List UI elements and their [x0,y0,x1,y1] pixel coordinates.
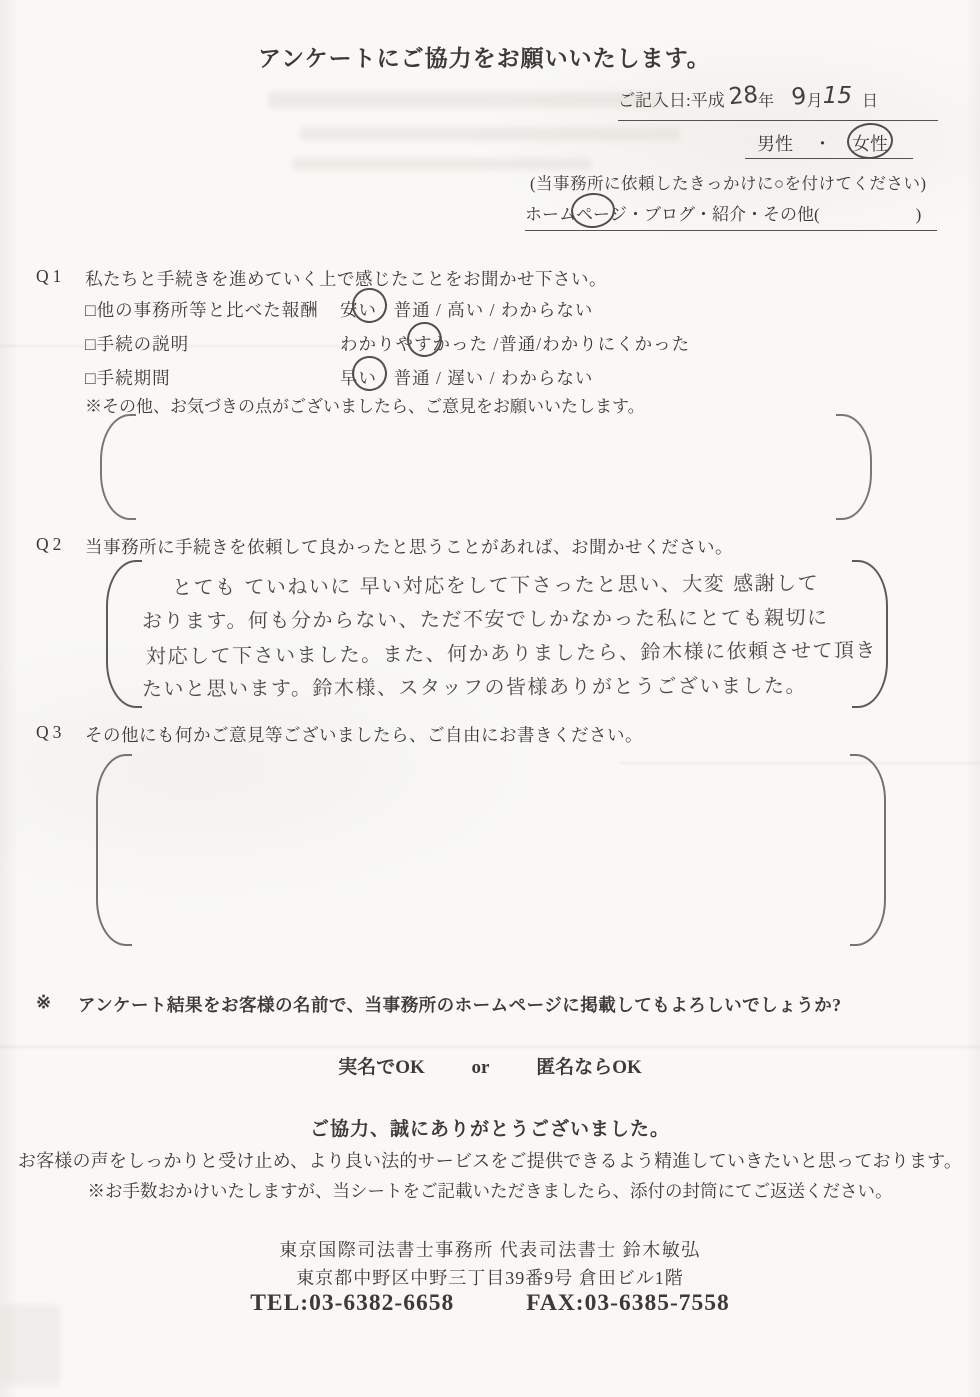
q3-answer-box [96,754,886,946]
q1-item-label: □他の事務所等と比べた報酬 [85,300,319,320]
gender-female-option-circled: 女性 [852,130,888,156]
option-selected-circled: い [359,297,378,322]
gender-male-option: 男性 [757,134,793,154]
q1-item-label: □手続の説明 [85,334,190,354]
referral-part: ホーム [525,205,576,224]
gender-separator: ・ [813,134,832,154]
date-year-unit: 年 [758,93,775,110]
bleed-through-smudge [300,127,680,141]
answer-bracket-right [850,754,886,946]
q3-answer-text [96,754,886,782]
fill-date-line [618,81,938,121]
paper-crease [0,1046,980,1048]
q1-item-options [340,365,593,390]
date-day-value: 15 [822,83,852,109]
q1-item-label: □手続期間 [85,368,171,388]
page-title: アンケートにご協力をお願いいたします。 [258,46,711,71]
q2-answer-line: とても ていねいに 早い対応をして下さったと思い、大変 感謝して [171,570,820,600]
bleed-through-smudge [292,158,592,170]
answer-bracket-left [96,754,132,946]
option-part: / 普通 / 高い / わからない [377,300,594,320]
referral-homepage-circled: ペー [576,200,610,225]
q1-label: Q1 [36,266,66,286]
office-contact-line [0,1290,980,1317]
permission-options-line [0,1052,980,1079]
permission-mark: ※ [36,992,52,1012]
q1-item-options [340,331,690,356]
option-selected-circled: い [359,365,378,390]
option-part: わかりや [340,334,414,354]
option-part: 安 [340,300,359,320]
option-part: かった /普通/わかりにくかった [432,334,691,354]
date-month-value: 9 [790,83,809,111]
date-day-unit: 日 [861,93,878,110]
q2-answer-line: たいと思います。鈴木様、スタッフの皆様ありがとうございました。 [141,673,807,701]
q2-label: Q2 [36,534,66,554]
q1-question: 私たちと手続きを進めていく上で感じたことをお聞かせ下さい。 [85,269,607,289]
referral-close-paren: ) [915,205,922,224]
permission-option-anonymous: 匿名ならOK [536,1057,642,1078]
referral-options-line [525,200,937,231]
closing-message: お客様の声をしっかりと受け止め、より良い法的サービスをご提供できるよう精進していきたいと思っております。 [17,1151,963,1171]
office-name-line: 東京国際司法書士事務所 代表司法書士 鈴木敏弘 [279,1240,701,1260]
q2-answer-line: おります。何も分からない、ただ不安でしかなかった私にとても親切に [141,605,829,633]
date-month-unit: 月 [806,93,823,110]
referral-part: ジ・ブログ・紹介・その他( [610,205,820,224]
q1-answer-text [100,414,872,438]
date-year-value: 28 [727,81,759,111]
q2-answer-line: 対応して下さいました。また、何かありましたら、鈴木様に依頼させて頂き [145,637,878,669]
q1-item-options [340,297,593,322]
q3-question: その他にも何かご意見等ございましたら、ご自由にお書きください。 [85,725,643,745]
q1-answer-box [100,414,872,520]
office-address-line: 東京都中野区中野三丁目39番9号 倉田ビル1階 [296,1268,684,1288]
option-selected-circled: す [414,331,433,356]
option-part: / 普通 / 遅い / わからない [377,368,594,388]
closing-thanks: ご協力、誠にありがとうございました。 [309,1119,670,1140]
q1-note: ※その他、お気づきの点がございましたら、ご意見をお願いいたします。 [85,397,645,416]
answer-bracket-left [106,560,142,708]
permission-or-label: or [471,1057,490,1078]
office-fax: FAX:03-6385-7558 [526,1290,730,1316]
closing-return-note: ※お手数おかけいたしますが、当シートをご記載いただきましたら、添付の封筒にてご返送ください。 [87,1181,893,1201]
q2-answer-box [106,560,888,708]
q3-label: Q3 [36,722,66,742]
option-part: 早 [340,368,359,388]
date-prefix-label: ご記入日:平成 [618,91,725,110]
permission-question: アンケート結果をお客様の名前で、当事務所のホームページに掲載してもよろしいでしょうか? [78,995,842,1015]
bleed-through-smudge [2,1305,60,1385]
bleed-through-smudge [268,92,663,108]
circle-instruction: (当事務所に依頼したきっかけに○を付けてください) [530,174,927,193]
gender-line [745,130,913,159]
permission-option-real-name: 実名でOK [338,1057,425,1078]
office-tel: TEL:03-6382-6658 [250,1290,455,1316]
q2-question: 当事務所に手続きを依頼して良かったと思うことがあれば、お聞かせください。 [85,537,733,557]
